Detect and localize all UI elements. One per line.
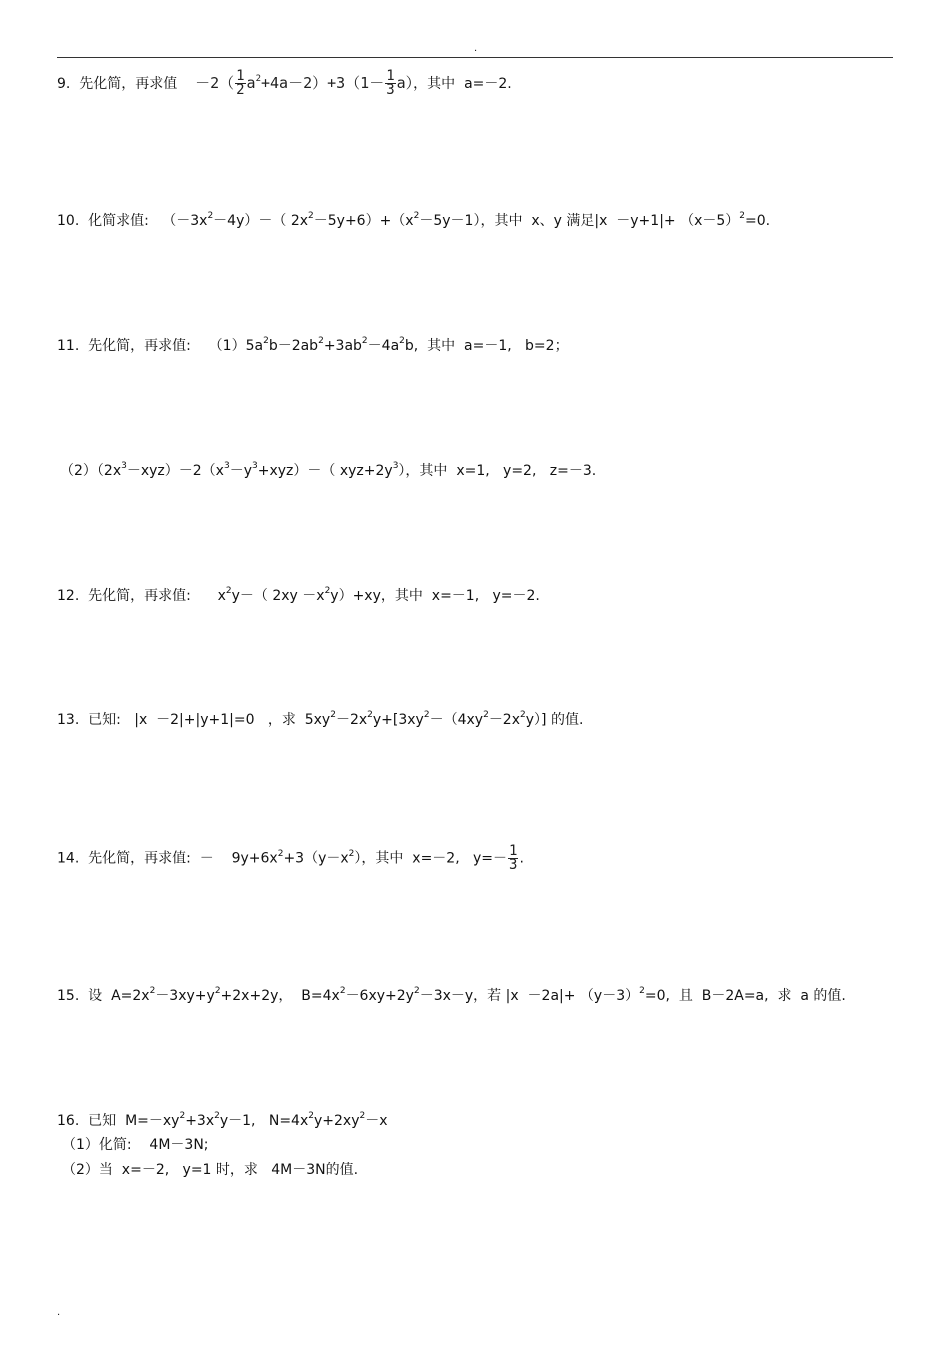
q11-text: －4a xyxy=(367,338,400,354)
exponent: 2 xyxy=(214,986,221,996)
q13-text: －2x xyxy=(488,712,521,728)
question-10 xyxy=(57,211,770,231)
q16-text: +3x xyxy=(185,1113,215,1129)
question-14 xyxy=(57,845,524,872)
exponent: 2 xyxy=(367,710,373,720)
q9-expr-part: a） xyxy=(396,74,414,92)
question-11-part-2 xyxy=(60,461,596,481)
q12-text: 12. 先化简，再求值: x xyxy=(57,588,226,604)
exponent: 2 xyxy=(255,74,261,84)
question-12 xyxy=(57,586,540,606)
exponent: 2 xyxy=(483,710,489,720)
q10-text: －4y）－（ 2x xyxy=(213,213,309,229)
header-rule xyxy=(57,57,893,58)
q9-expression xyxy=(195,68,414,98)
exponent: 2 xyxy=(330,710,336,720)
exponent: 3 xyxy=(252,461,258,471)
q14-text: +3（y－x xyxy=(283,850,349,867)
q15-text: －3xy+y xyxy=(155,988,215,1004)
fraction-numerator: 1 xyxy=(509,843,518,859)
q10-text: =0. xyxy=(745,213,771,229)
q16-text: y－1, N=4x xyxy=(219,1113,309,1129)
q13-text: y+[3xy xyxy=(372,712,424,728)
exponent: 2 xyxy=(277,848,284,859)
exponent: 2 xyxy=(339,986,346,996)
q11-text: 11. 先化简，再求值: （1）5a xyxy=(57,338,264,354)
exponent: 2 xyxy=(361,336,368,346)
header-dot: . xyxy=(474,43,478,54)
exponent: 3 xyxy=(392,461,399,471)
q14-text: 14. 先化简，再求值: － 9y+6x xyxy=(57,850,278,867)
q16-text: 16. 已知 M=－xy xyxy=(57,1113,180,1129)
exponent: 2 xyxy=(520,710,526,720)
q13-text: －（4xy xyxy=(429,712,484,728)
q15-text: +2x+2y， B=4x xyxy=(220,988,340,1004)
q12-text: y）+xy，其中 x=－1, y=－2. xyxy=(330,588,540,604)
question-16-part-2 xyxy=(62,1160,358,1180)
exponent: 2 xyxy=(179,1111,186,1121)
fraction-numerator: 1 xyxy=(386,68,395,84)
exponent: 2 xyxy=(413,211,420,221)
q16-text: y+2xy xyxy=(313,1113,360,1129)
exponent: 3 xyxy=(223,461,230,471)
q13-text: 13. 已知: |x －2|+|y+1|=0 ，求 5xy xyxy=(57,712,331,728)
exponent: 3 xyxy=(121,461,127,471)
q12-text: y－（ 2xy －x xyxy=(231,588,325,604)
q9-expr-part: a xyxy=(246,74,256,92)
q15-text: =0, 且 B－2A=a, 求 a 的值. xyxy=(644,988,846,1004)
exponent: 2 xyxy=(348,848,355,859)
exponent: 2 xyxy=(308,1111,314,1121)
q11b-text: －y xyxy=(229,463,252,479)
q9-suffix: ，其中 a=－2. xyxy=(413,76,512,92)
q14-text: ），其中 x=－2, y=－ xyxy=(354,850,508,867)
question-9 xyxy=(57,70,512,97)
q16a-text: （1）化简: 4M－3N; xyxy=(62,1137,209,1153)
q11-text: b－2ab xyxy=(268,338,319,354)
exponent: 2 xyxy=(413,986,420,996)
q9-prefix: 9. 先化简，再求值 xyxy=(57,76,196,92)
question-16-part-1 xyxy=(62,1135,209,1155)
q11-text: b, 其中 a=－1, b=2； xyxy=(404,338,569,354)
exponent: 2 xyxy=(308,211,314,221)
q9-fraction-third xyxy=(385,70,395,97)
q16b-text: （2）当 x=－2, y=1 时，求 4M－3N的值. xyxy=(62,1162,359,1178)
fraction-numerator: 1 xyxy=(236,68,245,84)
q15-text: －6xy+2y xyxy=(345,988,414,1004)
q9-fraction-half xyxy=(235,70,245,97)
question-15 xyxy=(57,986,846,1006)
q15-text: －3x－y，若 |x －2a|+ （y－3） xyxy=(419,988,640,1004)
q11b-text: +xyz）－（ xyz+2y xyxy=(257,463,393,479)
exponent: 2 xyxy=(324,586,331,596)
fraction-denominator: 3 xyxy=(509,857,518,873)
q16-text: －x xyxy=(365,1113,388,1129)
q9-expr-part: －2（ xyxy=(195,74,235,92)
q10-text: －5y+6）+（x xyxy=(313,213,414,229)
exponent: 2 xyxy=(225,586,232,596)
exponent: 2 xyxy=(318,336,324,346)
exponent: 2 xyxy=(263,336,269,346)
fraction-denominator: 2 xyxy=(236,82,245,98)
q11b-text: ），其中 x=1, y=2, z=－3. xyxy=(398,463,597,479)
exponent: 2 xyxy=(214,1111,220,1121)
question-13 xyxy=(57,710,583,730)
fraction-denominator: 3 xyxy=(386,82,395,98)
question-16 xyxy=(57,1111,388,1131)
exponent: 2 xyxy=(739,211,746,221)
q13-text: y）] 的值. xyxy=(525,712,584,728)
q13-text: －2x xyxy=(335,712,368,728)
q10-text: 10. 化简求值: （－3x xyxy=(57,213,208,229)
q11b-text: （2）（2x xyxy=(60,463,122,479)
q11-text: +3ab xyxy=(323,338,362,354)
q10-text: －5y－1），其中 x、y 满足|x －y+1|+ （x－5） xyxy=(419,213,740,229)
q14-text: . xyxy=(519,850,524,867)
footer-dot: . xyxy=(57,1307,61,1318)
exponent: 2 xyxy=(207,211,214,221)
exponent: 2 xyxy=(399,336,405,346)
exponent: 2 xyxy=(359,1111,366,1121)
question-11 xyxy=(57,336,569,356)
exponent: 2 xyxy=(639,986,645,996)
exponent: 2 xyxy=(423,710,430,720)
q15-text: 15. 设 A=2x xyxy=(57,988,150,1004)
exponent: 2 xyxy=(149,986,156,996)
q11b-text: －xyz）－2（x xyxy=(126,463,224,479)
q9-expr-part: +4a－2）+3（1－ xyxy=(260,74,385,92)
q14-fraction-third xyxy=(508,845,518,872)
